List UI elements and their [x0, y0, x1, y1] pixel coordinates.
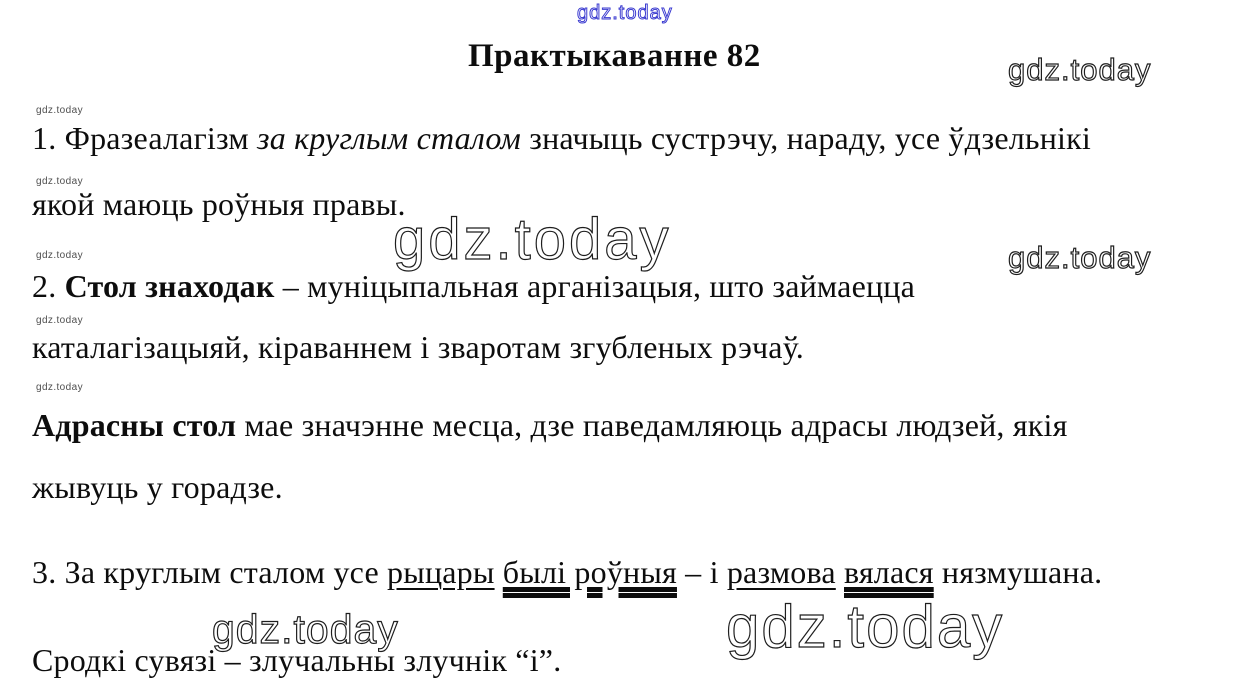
item2b-line1 [32, 409, 1068, 443]
item2-number: 2. [32, 268, 65, 304]
item1-text-post: значыць сустрэчу, нараду, усе ўдзельнікі [521, 120, 1091, 156]
item3-text-post: нязмушана. [933, 554, 1103, 590]
watermark-margin-2: gdz.today [36, 176, 83, 187]
item3-predicate1-double-underlined: былі роўныя [502, 554, 677, 590]
item3-line1 [32, 556, 1102, 590]
watermark-middle-right: gdz.today [1008, 240, 1152, 275]
watermark-top-right: gdz.today [1008, 52, 1152, 87]
item1-line2: якой маюць роўныя правы. [32, 186, 406, 222]
watermark-margin-1: gdz.today [36, 105, 83, 116]
item3-subject2-underlined: размова [726, 554, 836, 590]
item1-phraseologism-italic: за круглым сталом [257, 120, 522, 156]
item2b-term-bold: Адрасны стол [32, 407, 237, 443]
item3-text-pre: 3. За круглым сталом усе [32, 554, 388, 590]
item3-space1 [495, 554, 503, 590]
watermark-margin-5: gdz.today [36, 382, 83, 393]
item3-predicate2-double-underlined: вялася [844, 554, 934, 590]
watermark-margin-4: gdz.today [36, 315, 83, 326]
item3-conclusion-line: Сродкі сувязі – злучальны злучнік “і”. [32, 642, 562, 678]
exercise-title: Практыкаванне 82 [468, 38, 761, 74]
item2b-line2: жывуць у горадзе. [32, 469, 283, 505]
item3-subject1-underlined: рыцары [387, 554, 495, 590]
watermark-bottom-left: gdz.today [212, 606, 399, 652]
item2-definition: – муніцыпальная арганізацыя, што займаецца [274, 268, 916, 304]
item3-text-mid: – і [676, 554, 727, 590]
item2-term-bold: Стол знаходак [64, 268, 275, 304]
watermark-margin-3: gdz.today [36, 250, 83, 261]
watermark-middle-large: gdz.today [393, 207, 672, 272]
watermark-bottom-right: gdz.today [726, 593, 1005, 660]
item3-space2 [836, 554, 844, 590]
item2-line1 [32, 270, 915, 304]
item2b-definition: мае значэнне месца, дзе паведамляюць адрасы людзей, якія [236, 407, 1068, 443]
item2-line2: каталагізацыяй, кіраваннем і зваротам згубленых рэчаў. [32, 329, 804, 365]
item1-line1 [32, 122, 1091, 156]
item1-text-pre: 1. Фразеалагізм [32, 120, 258, 156]
watermark-top-center: gdz.today [577, 2, 673, 24]
